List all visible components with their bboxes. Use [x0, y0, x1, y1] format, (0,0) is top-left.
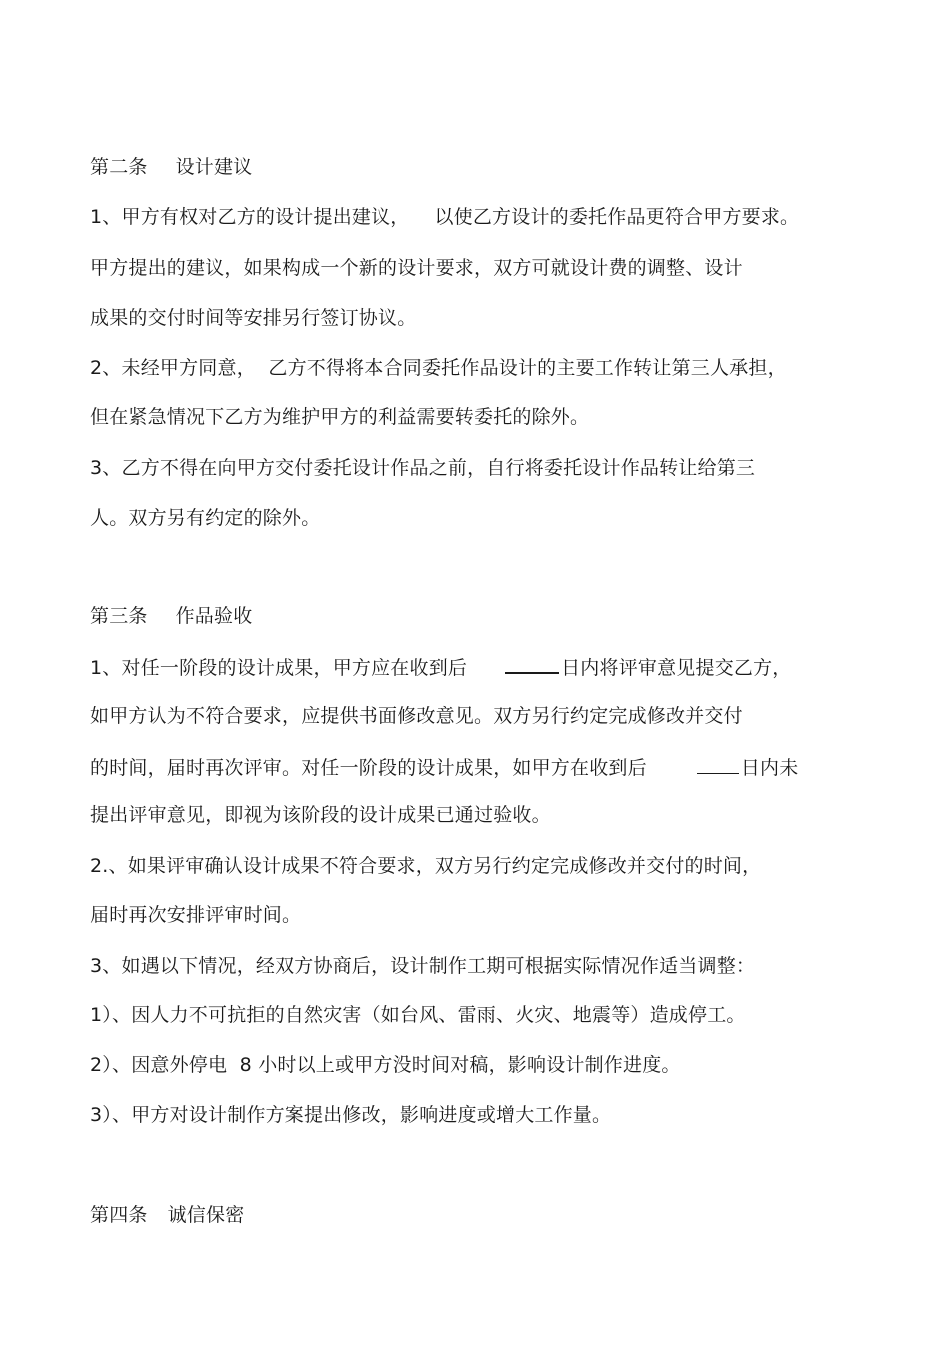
paragraph-line: 3、乙方不得在向甲方交付委托设计作品之前，自行将委托设计作品转让给第三 — [90, 457, 756, 479]
paragraph-line: 但在紧急情况下乙方为维护甲方的利益需要转委托的除外。 — [90, 406, 590, 428]
section-2-title: 设计建议 — [175, 156, 253, 178]
section-4-number: 第四条 — [90, 1204, 148, 1226]
paragraph-line: 1）、因人力不可抗拒的自然灾害（如台风、雷雨、火灾、地震等）造成停工。 — [90, 1004, 746, 1026]
paragraph-line: 如甲方认为不符合要求，应提供书面修改意见。双方另行约定完成修改并交付 — [90, 705, 743, 727]
paragraph-line — [90, 755, 798, 780]
paragraph-line: 甲方提出的建议，如果构成一个新的设计要求，双方可就设计费的调整、设计 — [90, 257, 743, 279]
paragraph-text: 1、对任一阶段的设计成果，甲方应在收到后 — [90, 657, 468, 679]
paragraph-text: 日内将评审意见提交乙方， — [561, 657, 792, 679]
paragraph-line: 2）、因意外停电 8 小时以上或甲方没时间对稿，影响设计制作进度。 — [90, 1054, 681, 1076]
paragraph-line: 2、未经甲方同意， 乙方不得将本合同委托作品设计的主要工作转让第三人承担， — [90, 357, 787, 379]
section-4-heading — [90, 1203, 244, 1227]
paragraph-line: 成果的交付时间等安排另行签订协议。 — [90, 307, 417, 329]
paragraph-line: 1、甲方有权对乙方的设计提出建议， 以使乙方设计的委托作品更符合甲方要求。 — [90, 206, 800, 228]
fill-in-blank — [697, 755, 739, 774]
paragraph-text: 日内未 — [740, 757, 799, 779]
section-2-heading — [90, 155, 252, 179]
section-2-number: 第二条 — [90, 156, 148, 178]
paragraph-line: 提出评审意见，即视为该阶段的设计成果已通过验收。 — [90, 804, 551, 826]
paragraph-line: 3、如遇以下情况，经双方协商后，设计制作工期可根据实际情况作适当调整： — [90, 955, 756, 977]
paragraph-line: 2.、如果评审确认设计成果不符合要求，双方另行约定完成修改并交付的时间， — [90, 855, 762, 877]
paragraph-line — [90, 654, 792, 680]
fill-in-blank — [505, 654, 559, 674]
paragraph-line: 人。双方另有约定的除外。 — [90, 507, 321, 529]
section-3-number: 第三条 — [90, 605, 148, 627]
section-4-title: 诚信保密 — [167, 1204, 245, 1226]
paragraph-line: 届时再次安排评审时间。 — [90, 904, 302, 926]
paragraph-text: 的时间，届时再次评审。对任一阶段的设计成果，如甲方在收到后 — [90, 757, 647, 779]
section-3-title: 作品验收 — [175, 605, 253, 627]
section-3-heading — [90, 604, 252, 628]
paragraph-line: 3）、甲方对设计制作方案提出修改，影响进度或增大工作量。 — [90, 1104, 612, 1126]
